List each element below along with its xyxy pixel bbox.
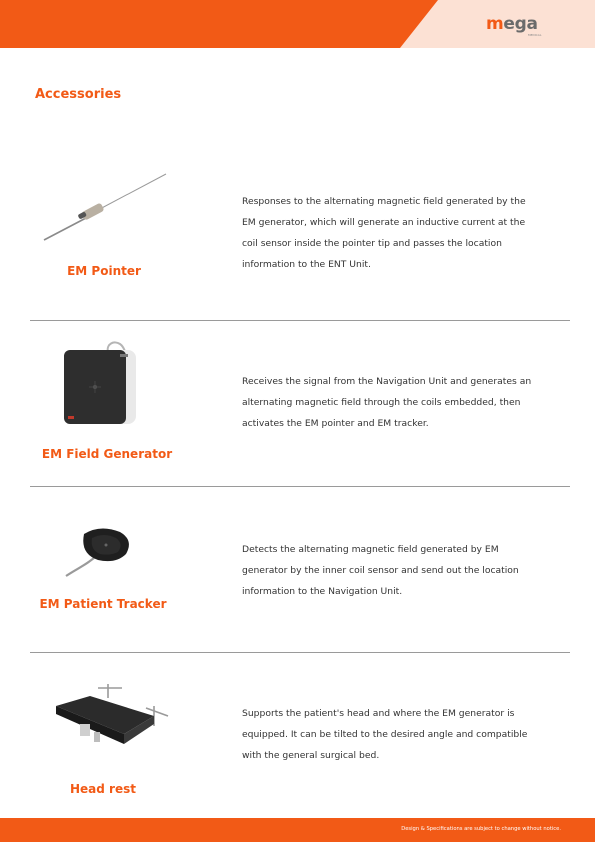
divider [30, 486, 570, 487]
divider [30, 320, 570, 321]
footer-disclaimer: Design & Specifications are subject to change without notice. [401, 826, 561, 832]
item-description-em-field-generator: Receives the signal from the Navigation Unit and generates an alternating magnetic field through the coils embedded, then activates the EM pointer and EM tracker. [242, 376, 532, 429]
item-name-em-field-generator: EM Field Generator [41, 447, 173, 461]
item-name-head-rest: Head rest [70, 782, 136, 796]
item-name-em-pointer: EM Pointer [67, 264, 141, 278]
footer-bar [0, 818, 595, 842]
divider [30, 652, 570, 653]
em-field-generator-image [58, 336, 142, 432]
item-name-em-patient-tracker: EM Patient Tracker [39, 597, 167, 611]
logo-subtext: MEDICAL [528, 33, 542, 37]
em-patient-tracker-image [60, 520, 140, 580]
item-description-em-patient-tracker: Detects the alternating magnetic field generated by EM generator by the inner coil sensor and send out the location information to the Navigation Unit. [242, 544, 519, 597]
item-description-head-rest: Supports the patient's head and where the EM generator is equipped. It can be tilted to the desired angle and compatible with the general surgical bed. [242, 708, 528, 761]
head-rest-image [50, 680, 170, 760]
em-pointer-image [40, 168, 170, 246]
brand-logo [486, 16, 538, 33]
section-title: Accessories [35, 87, 122, 102]
logo-letter-m: m [486, 14, 504, 34]
logo-letters: ega [503, 14, 538, 34]
item-description-em-pointer: Responses to the alternating magnetic field generated by the EM generator, which will generate an inductive current at the coil sensor inside the pointer tip and passes the location information to the ENT Unit. [242, 196, 526, 270]
